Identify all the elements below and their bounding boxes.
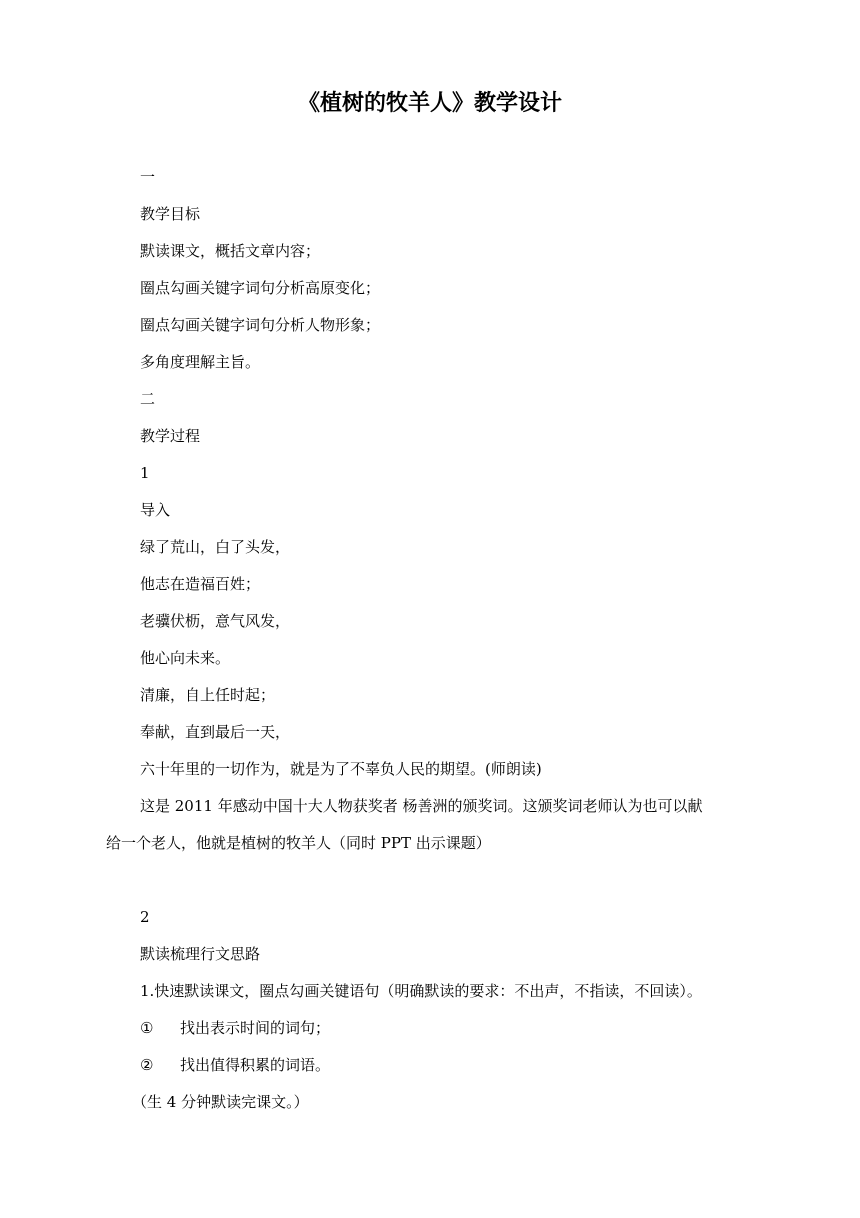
section-number-2: 二	[140, 390, 156, 408]
sub-task-text: 找出值得积累的词语。	[180, 1056, 331, 1074]
poem-line: 他志在造福百姓；	[140, 575, 261, 593]
sub-task-marker: ②	[140, 1056, 154, 1074]
goal-item: 圈点勾画关键字词句分析高原变化；	[140, 279, 381, 297]
goal-item: 默读课文，概括文章内容；	[140, 242, 321, 260]
step-heading-intro: 导入	[140, 501, 171, 519]
sub-task-text: 找出表示时间的词句；	[180, 1019, 331, 1037]
sub-task-item	[140, 1018, 330, 1038]
poem-line: 六十年里的一切作为，就是为了不辜负人民的期望。(师朗读)	[140, 760, 542, 778]
note-text: （生 4 分钟默读完课文。）	[132, 1093, 309, 1111]
intro-paragraph-line: 给一个老人，他就是植树的牧羊人（同时 PPT 出示课题）	[106, 834, 491, 852]
poem-line: 他心向未来。	[140, 649, 231, 667]
step-number-1: 1	[140, 464, 150, 482]
goal-item: 多角度理解主旨。	[140, 353, 261, 371]
poem-line: 绿了荒山，白了头发，	[140, 538, 291, 556]
intro-paragraph-line: 这是 2011 年感动中国十大人物获奖者 杨善洲的颁奖词。这颁奖词老师认为也可以献	[140, 797, 703, 815]
sub-task-marker: ①	[140, 1019, 154, 1037]
task-instruction: 1.快速默读课文，圈点勾画关键语句（明确默读的要求：不出声，不指读，不回读）。	[140, 982, 702, 1000]
poem-line: 奉献，直到最后一天，	[140, 723, 291, 741]
poem-line: 老骥伏枥，意气风发，	[140, 612, 291, 630]
step-number-2: 2	[140, 908, 150, 926]
document-title: 《植树的牧羊人》教学设计	[297, 91, 562, 116]
goal-item: 圈点勾画关键字词句分析人物形象；	[140, 316, 381, 334]
section-heading-process: 教学过程	[140, 427, 201, 445]
step-heading-reading: 默读梳理行文思路	[140, 945, 261, 963]
section-heading-goals: 教学目标	[140, 205, 201, 223]
poem-line: 清廉，自上任时起；	[140, 686, 276, 704]
section-number-1: 一	[140, 168, 156, 186]
sub-task-item	[140, 1055, 330, 1075]
